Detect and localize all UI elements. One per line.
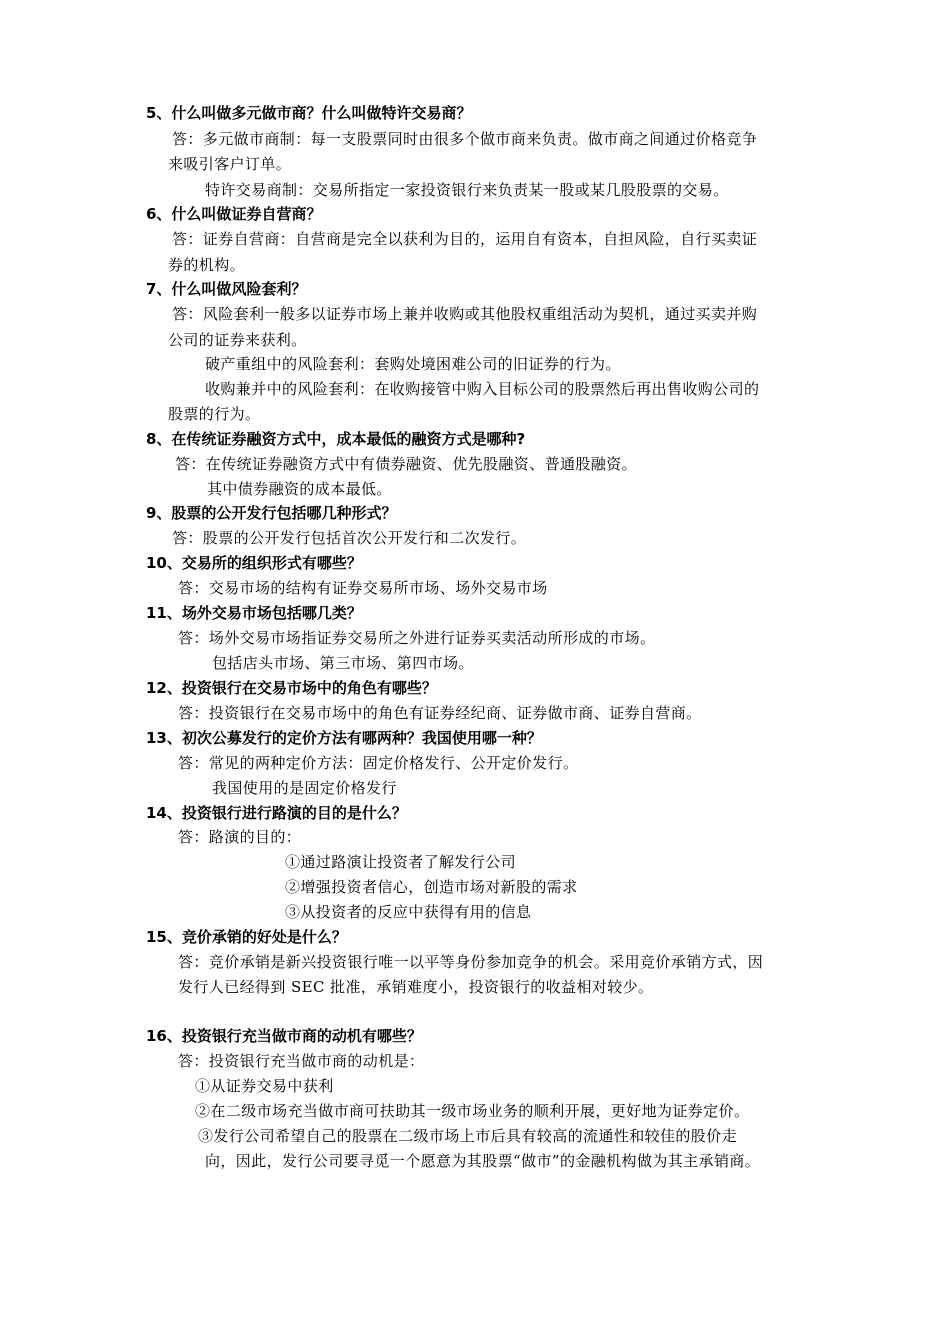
question-15: 15、竞价承销的好处是什么？ [146, 928, 347, 946]
question-9: 9、股票的公开发行包括哪几种形式？ [146, 504, 397, 522]
answer-line: 答：竞价承销是新兴投资银行唯一以平等身份参加竞争的机会。采用竞价承销方式，因 [178, 953, 764, 971]
answer-line: 包括店头市场、第三市场、第四市场。 [212, 654, 474, 672]
answer-line: 破产重组中的风险套利：套购处境困难公司的旧证券的行为。 [205, 355, 621, 373]
question-7: 7、什么叫做风险套利？ [146, 280, 307, 298]
answer-line: ①从证券交易中获利 [195, 1077, 334, 1095]
answer-line: ③从投资者的反应中获得有用的信息 [285, 903, 532, 921]
answer-line: 答：风险套利一般多以证券市场上兼并收购或其他股权重组活动为契机，通过买卖并购 [172, 305, 758, 323]
question-6: 6、什么叫做证券自营商？ [146, 205, 322, 223]
question-13: 13、初次公募发行的定价方法有哪两种？我国使用哪一种？ [146, 729, 542, 747]
question-11: 11、场外交易市场包括哪几类？ [146, 604, 362, 622]
answer-line: 答：路演的目的： [178, 828, 302, 846]
answer-line: 发行人已经得到 SEC 批准，承销难度小，投资银行的收益相对较少。 [178, 978, 654, 996]
question-10: 10、交易所的组织形式有哪些？ [146, 554, 362, 572]
answer-line: 答：投资银行充当做市商的动机是： [178, 1052, 425, 1070]
question-16: 16、投资银行充当做市商的动机有哪些？ [146, 1027, 422, 1045]
answer-line: 答：多元做市商制：每一支股票同时由很多个做市商来负责。做市商之间通过价格竞争 [172, 130, 758, 148]
answer-line: 答：在传统证券融资方式中有债券融资、优先股融资、普通股融资。 [175, 455, 638, 473]
question-14: 14、投资银行进行路演的目的是什么？ [146, 804, 407, 822]
answer-line: 向，因此，发行公司要寻觅一个愿意为其股票“做市”的金融机构做为其主承销商。 [205, 1152, 761, 1170]
answer-line: 我国使用的是固定价格发行 [212, 779, 397, 797]
answer-line: 来吸引客户订单。 [168, 155, 292, 173]
answer-line: 答：证券自营商：自营商是完全以获利为目的，运用自有资本，自担风险，自行买卖证 [172, 230, 758, 248]
answer-line: 答：交易市场的结构有证券交易所市场、场外交易市场 [178, 579, 548, 597]
question-12: 12、投资银行在交易市场中的角色有哪些？ [146, 679, 437, 697]
answer-line: 券的机构。 [168, 256, 246, 274]
answer-line: ②在二级市场充当做市商可扶助其一级市场业务的顺利开展，更好地为证券定价。 [195, 1102, 750, 1120]
question-5: 5、什么叫做多元做市商？什么叫做特许交易商？ [146, 104, 472, 122]
answer-line: 答：场外交易市场指证券交易所之外进行证券买卖活动所形成的市场。 [178, 629, 656, 647]
answer-line: 答：股票的公开发行包括首次公开发行和二次发行。 [172, 529, 527, 547]
answer-line: 公司的证券来获利。 [168, 331, 307, 349]
answer-line: 特许交易商制：交易所指定一家投资银行来负责某一股或某几股股票的交易。 [205, 181, 729, 199]
answer-line: 股票的行为。 [168, 405, 261, 423]
answer-line: ②增强投资者信心，创造市场对新股的需求 [285, 878, 578, 896]
answer-line: ③发行公司希望自己的股票在二级市场上市后具有较高的流通性和较佳的股价走 [198, 1127, 738, 1145]
answer-line: 答：投资银行在交易市场中的角色有证券经纪商、证券做市商、证券自营商。 [178, 704, 702, 722]
answer-line: ①通过路演让投资者了解发行公司 [285, 853, 517, 871]
answer-line: 答：常见的两种定价方法：固定价格发行、公开定价发行。 [178, 754, 579, 772]
answer-line: 其中债券融资的成本最低。 [207, 480, 392, 498]
question-8: 8、在传统证券融资方式中，成本最低的融资方式是哪种? [146, 430, 526, 448]
answer-line: 收购兼并中的风险套利：在收购接管中购入目标公司的股票然后再出售收购公司的 [205, 380, 760, 398]
